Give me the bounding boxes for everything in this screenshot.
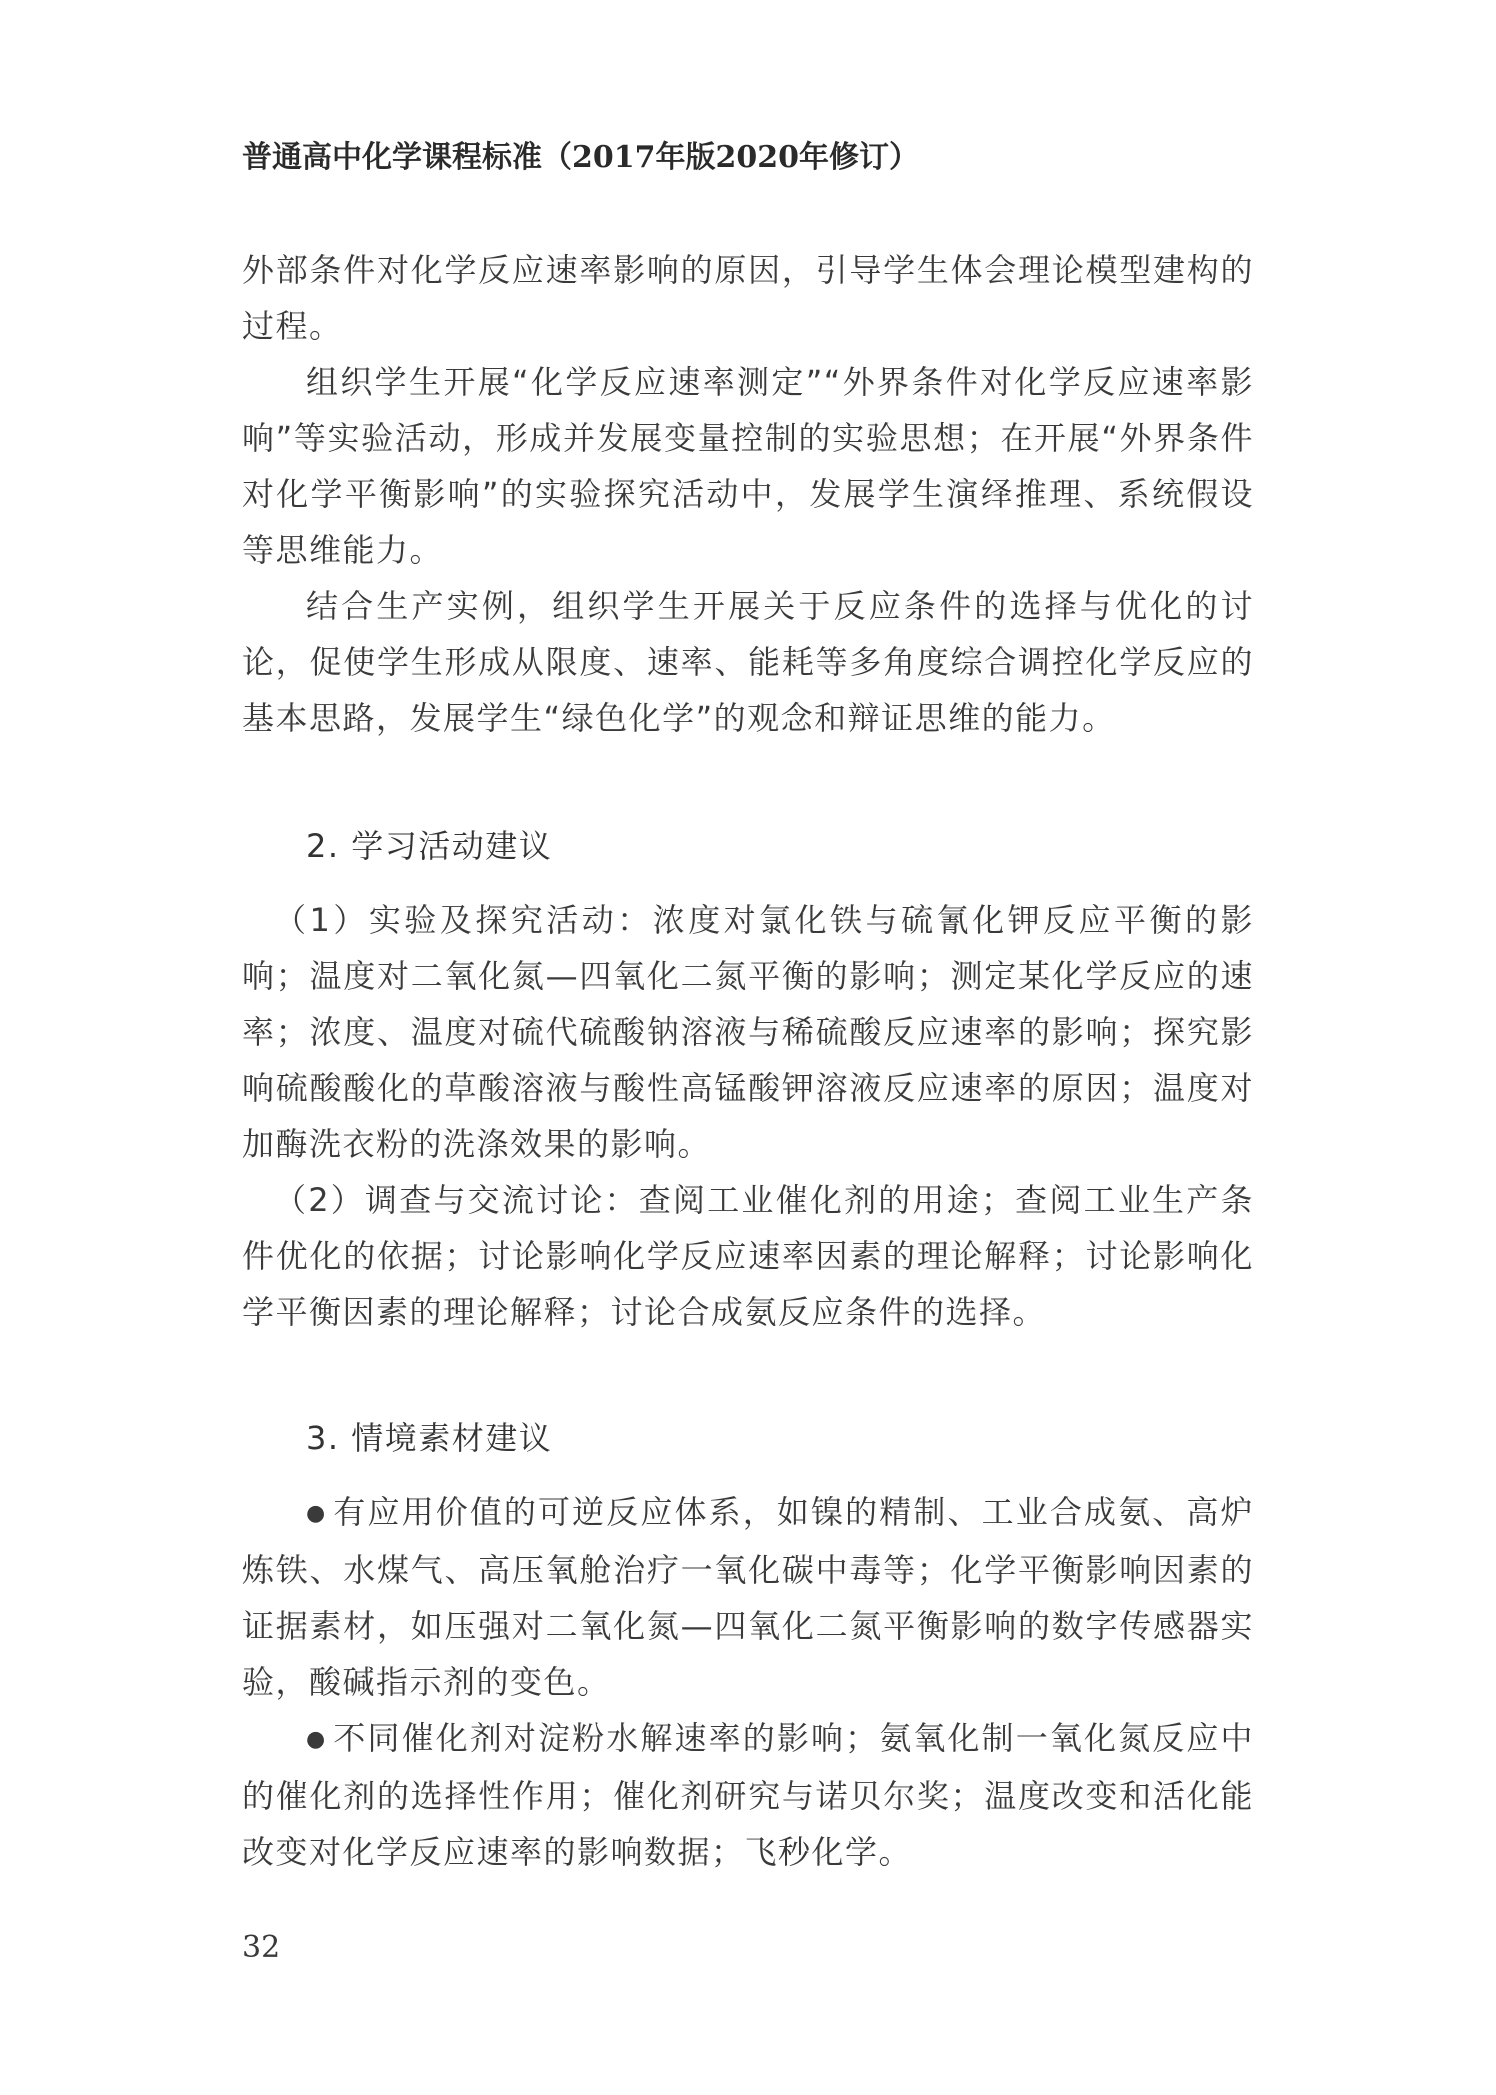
- running-header: 普通高中化学课程标准（2017年版2020年修订）: [242, 140, 919, 175]
- context-bullet-1-text: 有应用价值的可逆反应体系，如镍的精制、工业合成氨、高炉炼铁、水煤气、高压氧舱治疗一氧化碳中毒等；化学平衡影响因素的证据素材，如压强对二氧化氮—四氧化二氮平衡影响的数字传感器实验，酸碱指示剂的变色。: [242, 1493, 1254, 1701]
- intro-paragraph-1: 外部条件对化学反应速率影响的原因，引导学生体会理论模型建构的过程。: [242, 251, 1254, 345]
- section-3-text: [242, 1484, 1254, 1880]
- section-2-heading: 2. 学习活动建议: [306, 827, 553, 865]
- context-bullet-1: [242, 1484, 1254, 1710]
- context-bullet-2: [242, 1710, 1254, 1880]
- section-2-text: [242, 892, 1254, 1340]
- learning-activity-1: （1）实验及探究活动：浓度对氯化铁与硫氰化钾反应平衡的影响；温度对二氧化氮—四氧化二氮平衡的影响；测定某化学反应的速率；浓度、温度对硫代硫酸钠溶液与稀硫酸反应速率的影响；探究影响硫酸酸化的草酸溶液与酸性高锰酸钾溶液反应速率的原因；温度对加酶洗衣粉的洗涤效果的影响。: [242, 901, 1254, 1163]
- learning-activity-2: （2）调查与交流讨论：查阅工业催化剂的用途；查阅工业生产条件优化的依据；讨论影响化学反应速率因素的理论解释；讨论影响化学平衡因素的理论解释；讨论合成氨反应条件的选择。: [242, 1181, 1254, 1331]
- intro-paragraph-3: 结合生产实例，组织学生开展关于反应条件的选择与优化的讨论，促使学生形成从限度、速率、能耗等多角度综合调控化学反应的基本思路，发展学生“绿色化学”的观念和辩证思维的能力。: [242, 587, 1254, 737]
- intro-paragraph-2: 组织学生开展“化学反应速率测定”“外界条件对化学反应速率影响”等实验活动，形成并发展变量控制的实验思想；在开展“外界条件对化学平衡影响”的实验探究活动中，发展学生演绎推理、系统假设等思维能力。: [242, 363, 1254, 569]
- page-number: 32: [242, 1930, 281, 1965]
- intro-text: [242, 242, 1254, 746]
- context-bullet-2-text: 不同催化剂对淀粉水解速率的影响；氨氧化制一氧化氮反应中的催化剂的选择性作用；催化剂研究与诺贝尔奖；温度改变和活化能改变对化学反应速率的影响数据；飞秒化学。: [242, 1719, 1254, 1871]
- bullet-icon: ●: [306, 1501, 328, 1526]
- bullet-icon: ●: [306, 1727, 328, 1752]
- section-3-heading: 3. 情境素材建议: [306, 1419, 553, 1457]
